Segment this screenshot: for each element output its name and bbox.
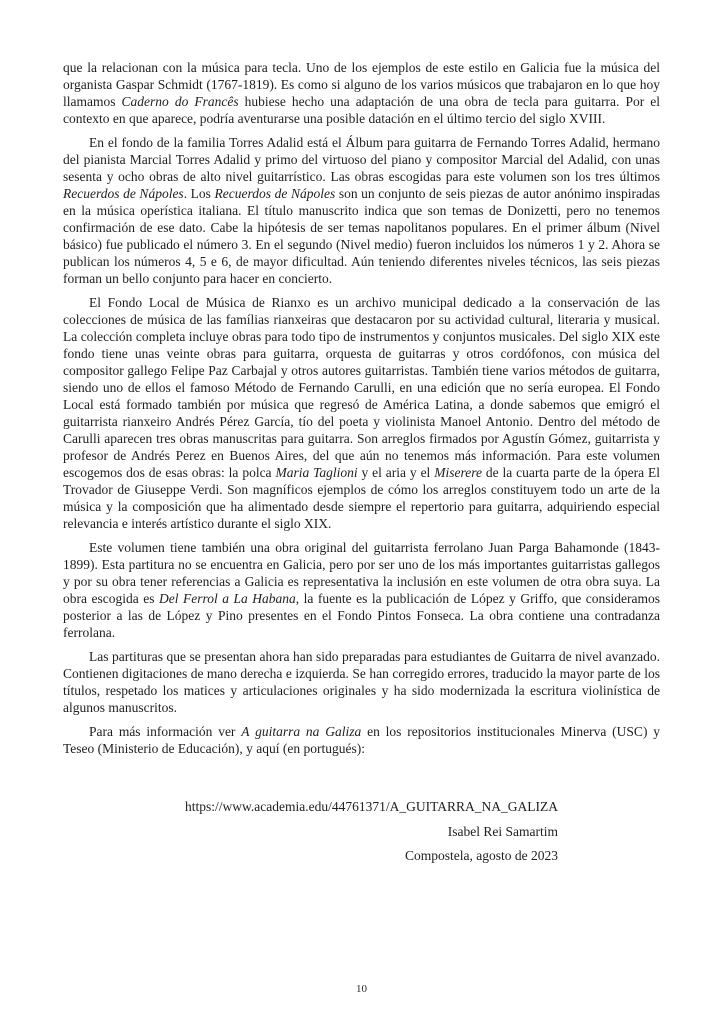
text-run: , la fuente es la publicación de López y Griffo, que consideramos posterior a las de López y Pino presentes en el Fondo Pintos Fonseca. La obra contiene una contradanza ferrolana. — [63, 591, 660, 640]
paragraph-partituras — [63, 648, 660, 716]
italic-work-title: Maria Taglioni — [275, 465, 358, 480]
paragraph-continued — [63, 59, 660, 127]
academia-url-link[interactable]: https://www.academia.edu/44761371/A_GUITARRA_NA_GALIZA — [185, 799, 558, 814]
text-run: En el fondo de la familia Torres Adalid está el Álbum para guitarra de Fernando Torres Adalid, hermano del pianista Marcial Torres Adalid y primo del virtuoso del piano y compositor Marcial del Adalid, con unas sesenta y ocho obras de alto nivel guitarrístico. Las obras escogidas para este volumen son los tres últimos — [63, 135, 660, 184]
italic-work-title: Del Ferrol a La Habana — [159, 591, 296, 606]
closing-block — [63, 795, 660, 869]
text-run: de la cuarta parte de la ópera El Trovador de Giuseppe Verdi. Son magníficos ejemplos de cómo los arreglos constituyem todo un arte de la música y la composición que ha alimentado desde siempre el repertorio para guitarra, adquiriendo especial relevancia e interés artístico durante el siglo XIX. — [63, 465, 660, 531]
text-run: Las partituras que se presentan ahora han sido preparadas para estudiantes de Guitarra de nivel avanzado. Contienen digitaciones de mano derecha e izquierda. Se han corregido errores, traducido la mayor parte de los títulos, respetado los matices y articulaciones originales y ha sido modernizada la escritura violinística de algunos manuscritos. — [63, 649, 660, 715]
page-number: 10 — [356, 983, 367, 995]
place-and-date: Compostela, agosto de 2023 — [405, 848, 558, 863]
page-body — [63, 59, 660, 869]
text-run: . Los — [183, 186, 215, 201]
paragraph-mas-informacion — [63, 723, 660, 757]
paragraph-parga-bahamonde — [63, 539, 660, 641]
italic-work-title: Caderno do Francês — [121, 94, 239, 109]
paragraph-fondo-rianxo — [63, 294, 660, 532]
text-run: Este volumen tiene también una obra original del guitarrista ferrolano Juan Parga Bahamonde (1843-1899). Esta partitura no se encuentra en Galicia, pero por ser uno de los más importantes guitarristas gallegos y por su obra tener referencias a Galicia es representativa la inclusión en este volumen de otra obra suya. La obra escogida es — [63, 540, 660, 606]
italic-work-title: Recuerdos de Nápoles — [214, 186, 336, 201]
author-name: Isabel Rei Samartim — [447, 823, 558, 839]
paragraph-torres-adalid — [63, 134, 660, 287]
text-run: son un conjunto de seis piezas de autor anónimo inspiradas en la música operística italiana. El título manuscrito indica que son temas de Donizetti, pero no tenemos confirmación de ese dato. Cabe la hipótesis de ser temas napolitanos populares. En el primer álbum (Nivel básico) fue publicado el número 3. En el segundo (Nivel medio) fueron incluidos los números 1 y 2. Ahora se publican los números 4, 5 e 6, de mayor dificultad. Aún teniendo diferentes niveles técnicos, las seis piezas forman un bello conjunto para hacer en concierto. — [63, 186, 660, 286]
italic-work-title: Recuerdos de Nápoles — [63, 186, 184, 201]
italic-work-title: Miserere — [434, 465, 482, 480]
text-run: que la relacionan con la música para tecla. Uno de los ejemplos de este estilo en Galicia fue la música del organista Gaspar Schmidt (1767-1819). Es como si alguno de los varios músicos que trabajaron en lo que hoy llamamos — [63, 60, 660, 109]
text-run: y el aria y el — [357, 465, 435, 480]
text-run: El Fondo Local de Música de Rianxo es un archivo municipal dedicado a la conservación de las colecciones de música de las famílias rianxeiras que destacaron por su actividad cultural, literaria y musical. La colección completa incluye obras para todo tipo de instrumentos y conjuntos musicales. Del siglo XIX este fondo tiene unas veinte obras para guitarra, orquesta de guitarras y otros cordófonos, con música del compositor gallego Felipe Paz Carbajal y otros autores guitarristas. También tiene varios métodos de guitarra, siendo uno de ellos el famoso Método de Fernando Carulli, en una edición que no sería europea. El Fondo Local está formado también por música que regresó de América Latina, a donde sabemos que emigró el guitarrista rianxeiro Andrés Pérez García, tío del poeta y violinista Manoel Antonio. Dentro del método de Carulli aparecen tres obras manuscritas para guitarra. Son arreglos firmados por Agustín Gómez, guitarrista y profesor de Andrés Perez en Buenos Aires, del que aún no tenemos más información. Para este volumen escogemos dos de esas obras: la polca — [63, 295, 660, 480]
italic-work-title: A guitarra na Galiza — [241, 724, 362, 739]
text-run: Para más información ver — [89, 724, 242, 739]
text-run: hubiese hecho una adaptación de una obra de tecla para guitarra. Por el contexto en que aparece, podría aventurarse una posible datación en el último tercio del siglo XVIII. — [63, 94, 660, 126]
text-run: en los repositorios institucionales Minerva (USC) y Teseo (Ministerio de Educación), y aquí (en portugués): — [63, 724, 661, 756]
